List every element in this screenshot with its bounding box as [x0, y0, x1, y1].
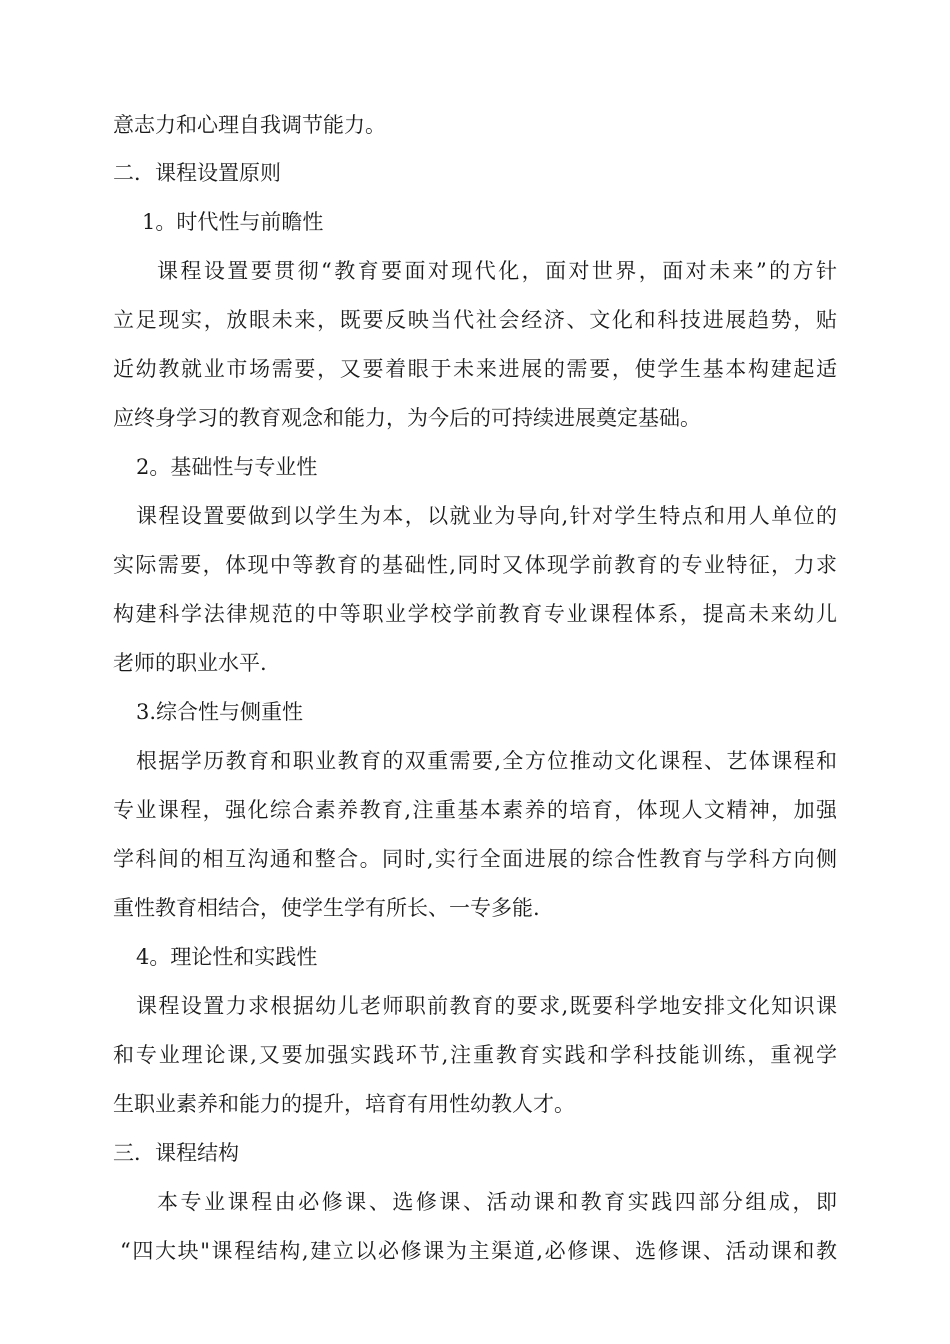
paragraph-line: 根据学历教育和职业教育的双重需要,全方位推动文化课程、艺体课程和	[136, 749, 837, 773]
paragraph-line: “四大块"课程结构,建立以必修课为主渠道,必修课、选修课、活动课和教	[120, 1239, 837, 1263]
subsection-heading: 2。基础性与专业性	[136, 455, 318, 479]
paragraph-line: 实际需要，体现中等教育的基础性,同时又体现学前教育的专业特征，力求	[113, 553, 837, 577]
subsection-heading: 1。时代性与前瞻性	[142, 210, 324, 234]
paragraph-line: 课程设置要做到以学生为本，以就业为导向,针对学生特点和用人单位的	[136, 504, 837, 528]
paragraph-line: 和专业理论课,又要加强实践环节,注重教育实践和学科技能训练，重视学	[113, 1043, 837, 1067]
paragraph-line: 学科间的相互沟通和整合。同时,实行全面进展的综合性教育与学科方向侧	[113, 847, 837, 871]
paragraph-line: 课程设置力求根据幼儿老师职前教育的要求,既要科学地安排文化知识课	[136, 994, 837, 1018]
paragraph-line: 老师的职业水平.	[113, 651, 267, 675]
paragraph-line: 应终身学习的教育观念和能力，为今后的可持续进展奠定基础。	[113, 406, 701, 430]
paragraph-line: 构建科学法律规范的中等职业学校学前教育专业课程体系，提高未来幼儿	[113, 602, 837, 626]
paragraph-line: 生职业素养和能力的提升，培育有用性幼教人才。	[113, 1092, 575, 1116]
paragraph-line: 立足现实，放眼未来，既要反映当代社会经济、文化和科技进展趋势，贴	[113, 308, 837, 332]
paragraph-line: 本专业课程由必修课、选修课、活动课和教育实践四部分组成，即	[157, 1190, 837, 1214]
subsection-heading: 3.综合性与侧重性	[136, 700, 304, 724]
paragraph-line: 意志力和心理自我调节能力。	[113, 113, 386, 137]
section-heading: 二．课程设置原则	[113, 161, 281, 185]
paragraph-line: 课程设置要贯彻“教育要面对现代化，面对世界，面对未来”的方针	[157, 259, 837, 283]
paragraph-line: 重性教育相结合，使学生学有所长、一专多能.	[113, 896, 540, 920]
paragraph-line: 专业课程，强化综合素养教育,注重基本素养的培育，体现人文精神，加强	[113, 798, 837, 822]
paragraph-line: 近幼教就业市场需要，又要着眼于未来进展的需要，使学生基本构建起适	[113, 357, 837, 381]
section-heading: 三．课程结构	[113, 1141, 239, 1165]
subsection-heading: 4。理论性和实践性	[136, 945, 318, 969]
